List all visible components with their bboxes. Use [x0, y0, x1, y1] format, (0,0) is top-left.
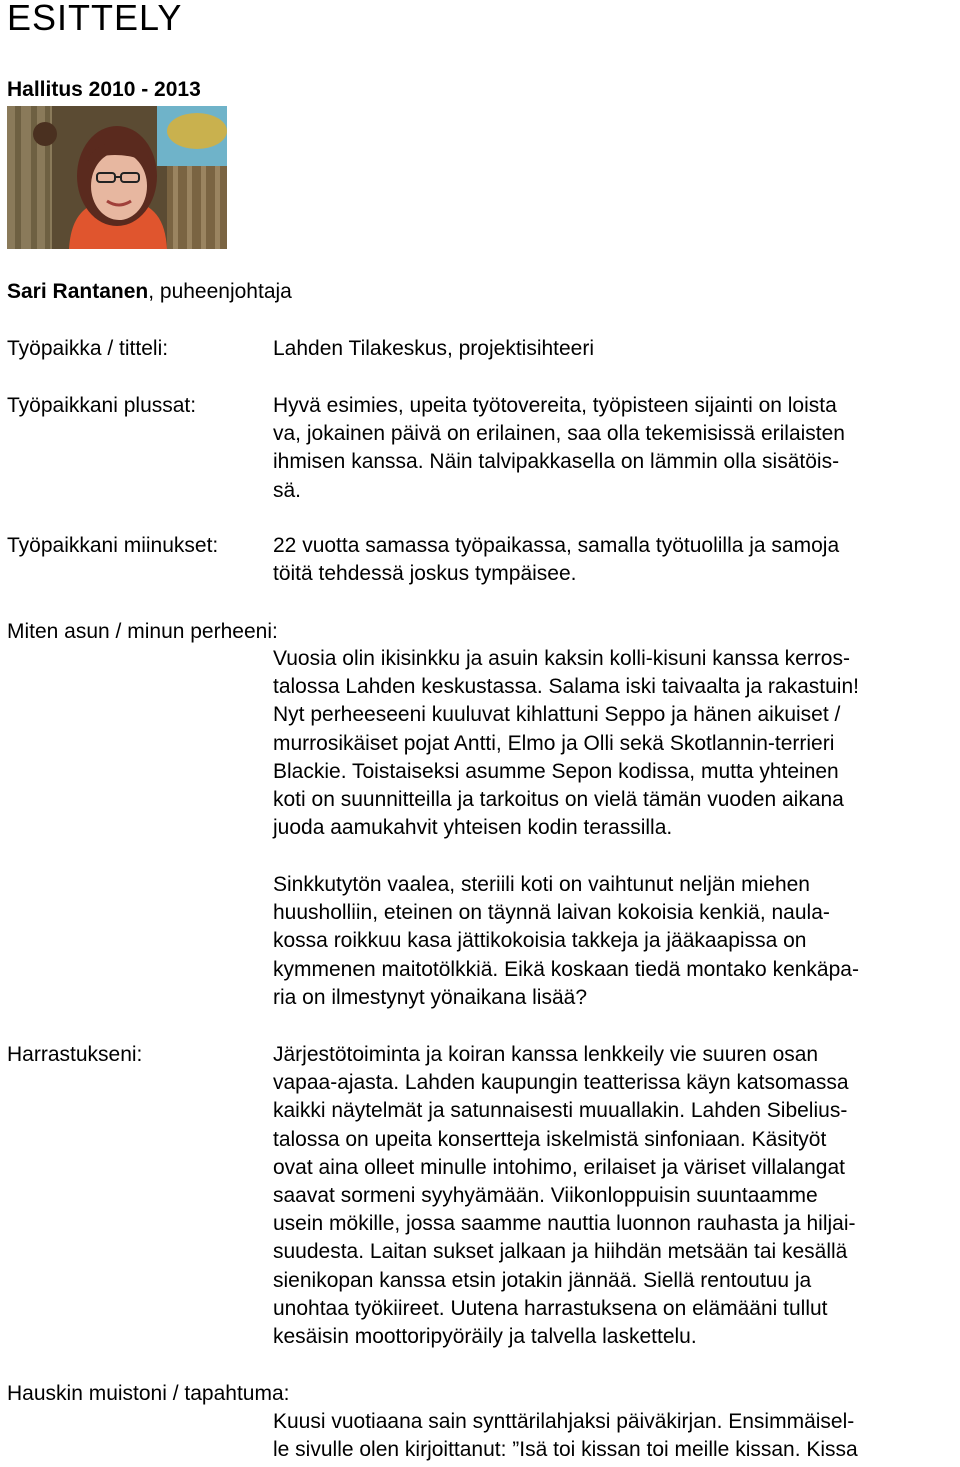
person-name-line: [7, 278, 292, 306]
pluses-value: Hyvä esimies, upeita työtovereita, työpisteen sijainti on loista va, jokainen päivä on erilainen, saa olla tekemisissä erilaisten ihmisen kanssa. Näin talvipakkasella on lämmin olla sisätöis- sä.: [273, 394, 845, 502]
portrait-photo: [7, 106, 227, 249]
board-term-heading: Hallitus 2010 - 2013: [7, 78, 201, 101]
memory-value: Kuusi vuotiaana sain synttärilahjaksi päiväkirjan. Ensimmäisel- le sivulle olen kirjoittanut: ”Isä toi kissan toi meille kissan. Kissa: [273, 1410, 858, 1462]
memory-label: Hauskin muistoni / tapahtuma:: [7, 1382, 290, 1405]
page-title: ESITTELY: [7, 0, 183, 38]
workplace-label: Työpaikka / titteli:: [7, 337, 169, 360]
home-value-paragraph-1: Vuosia olin ikisinkku ja asuin kaksin kolli-kisuni kanssa kerros- talossa Lahden keskustassa. Salama iski taivaalta ja rakastuin! Nyt perheeseeni kuuluvat kihlattuni Seppo ja hänen aikuiset / murrosikäiset pojat Antti, Elmo ja Olli sekä Skotlannin-terrieri Blackie. Toistaiseksi asumme Sepon kodissa, mutta yhteinen koti on suunnitteilla ja tarkoitus on vielä tämän vuoden aikana juoda aamukahvit yhteisen kodin terassilla.: [273, 647, 859, 840]
hobbies-value: Järjestötoiminta ja koiran kanssa lenkkeily vie suuren osan vapaa-ajasta. Lahden kaupungin teatterissa käyn katsomassa kaikki näytelmät ja satunnaisesti muuallakin. Lahden Sibelius- talossa on upeita konsertteja iskelmistä sinfoniaan. Käsityöt ovat aina olleet minulle intohimo, erilaiset ja väriset villalangat saavat sormeni syyhyämään. Viikonloppuisin suuntaamme usein mökille, jossa saamme nauttia luonnon rauhasta ja hiljai- suudesta. Laitan sukset jalkaan ja hiihdän metsään tai kesällä sienikopan kanssa etsin jotakin jännää. Siellä rentoutuu ja unohtaa työkiireet. Uutena harrastuksena on elämääni tullut kesäisin moottoripyöräily ja talvella laskettelu.: [273, 1043, 856, 1349]
pluses-label: Työpaikkani plussat:: [7, 394, 197, 417]
workplace-value: Lahden Tilakeskus, projektisihteeri: [273, 337, 595, 360]
person-role: , puheenjohtaja: [148, 280, 292, 303]
hobbies-label: Harrastukseni:: [7, 1043, 143, 1066]
minuses-label: Työpaikkani miinukset:: [7, 534, 219, 557]
minuses-value: 22 vuotta samassa työpaikassa, samalla työtuolilla ja samoja töitä tehdessä joskus tympäisee.: [273, 534, 840, 586]
home-value-paragraph-2: Sinkkutytön vaalea, steriili koti on vaihtunut neljän miehen huusholliin, eteinen on täynnä laivan kokoisia kenkiä, naula- kossa roikkuu kasa jättikokoisia takkeja ja jääkaapissa on kymmenen maitotölkkiä. Eikä koskaan tiedä montako kenkäpa- ria on ilmestynyt yönaikana lisää?: [273, 873, 859, 1009]
home-label: Miten asun / minun perheeni:: [7, 620, 278, 643]
person-name: Sari Rantanen: [7, 280, 149, 303]
